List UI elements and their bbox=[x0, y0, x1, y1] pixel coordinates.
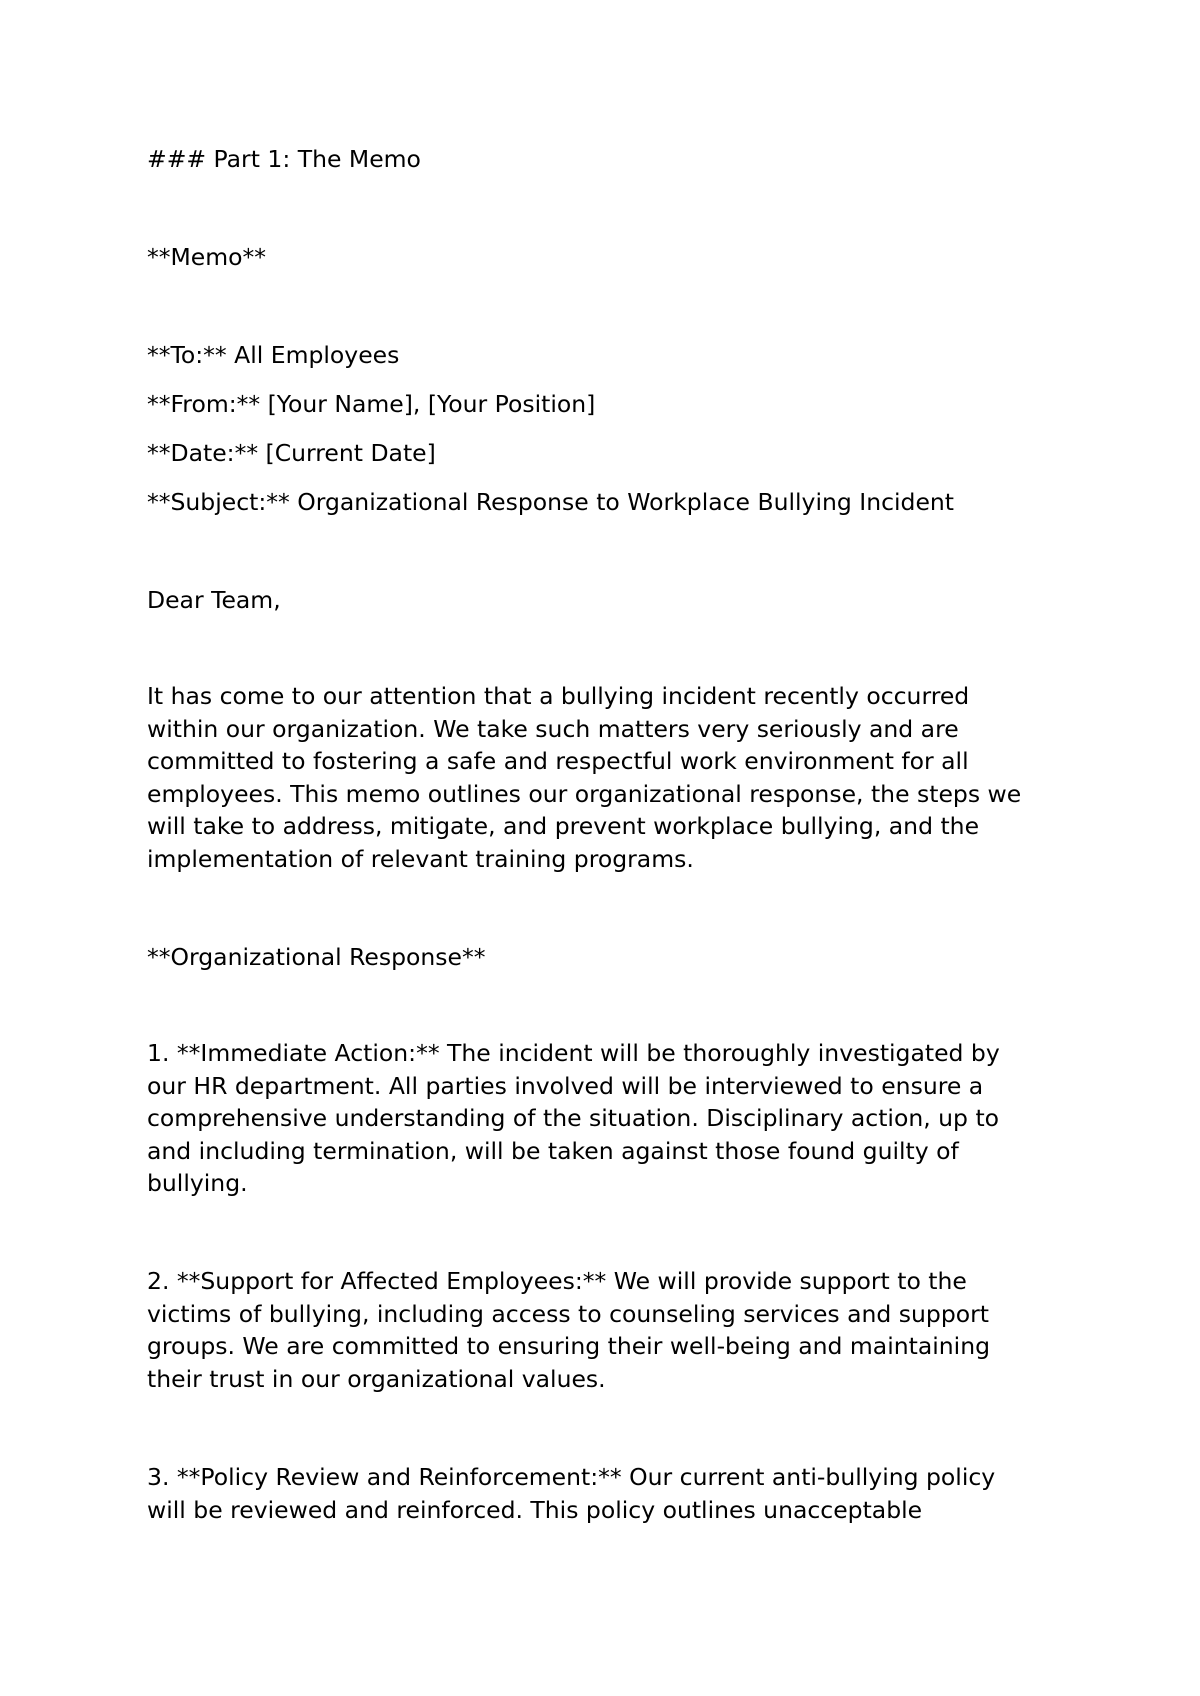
memo-to-line: **To:** All Employees bbox=[147, 341, 400, 369]
memo-from-line: **From:** [Your Name], [Your Position] bbox=[147, 390, 596, 418]
intro-paragraph: It has come to our attention that a bullying incident recently occurred within our organization. We take such matters very seriously and are committed to fostering a safe and respectful work environment for all employees. This memo outlines our organizational response, the steps we will take to address, mitigate, and prevent workplace bullying, and the implementation of relevant training programs. bbox=[147, 682, 1022, 873]
list-item-policy-review: 3. **Policy Review and Reinforcement:** Our current anti-bullying policy will be reviewed and reinforced. This policy outlines unacceptable bbox=[147, 1463, 996, 1524]
memo-subject-line: **Subject:** Organizational Response to Workplace Bullying Incident bbox=[147, 488, 955, 516]
memo-date-line: **Date:** [Current Date] bbox=[147, 439, 436, 467]
section-heading: **Organizational Response** bbox=[147, 943, 486, 971]
salutation: Dear Team, bbox=[147, 586, 281, 614]
list-item-support: 2. **Support for Affected Employees:** We will provide support to the victims of bullying, including access to counseling services and support groups. We are committed to ensuring their well-being and maintaining their trust in our organizational values. bbox=[147, 1267, 991, 1393]
memo-label: **Memo** bbox=[147, 243, 267, 271]
list-item-immediate-action: 1. **Immediate Action:** The incident will be thoroughly investigated by our HR department. All parties involved will be interviewed to ensure a comprehensive understanding of the situation. Disciplinary action, up to and including termination, will be taken against those found guilty of bullying. bbox=[147, 1039, 1000, 1198]
part-heading: ### Part 1: The Memo bbox=[147, 145, 421, 173]
